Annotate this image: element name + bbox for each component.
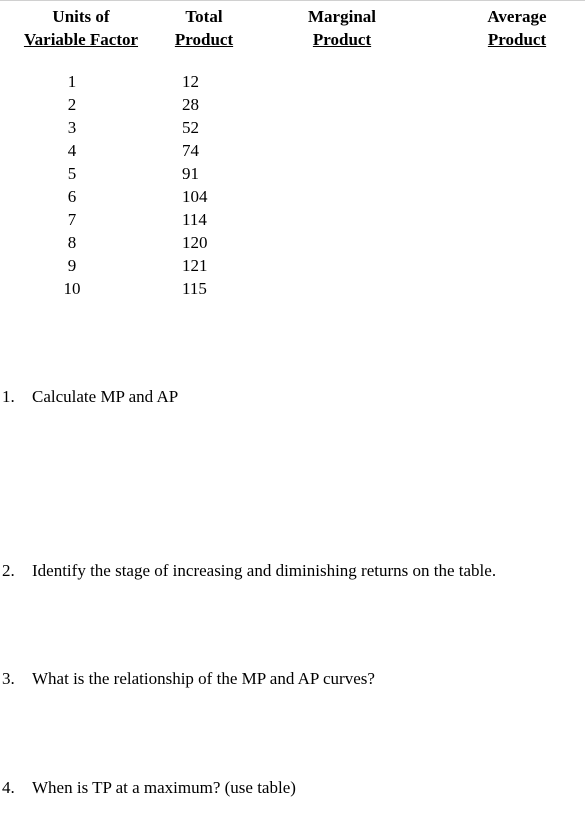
header-total-product xyxy=(168,5,240,51)
total-product-column xyxy=(182,70,232,300)
header-average-line2: Product xyxy=(487,30,547,49)
total-product-cell: 115 xyxy=(182,279,207,298)
units-cell: 3 xyxy=(67,118,77,137)
total-product-cell: 74 xyxy=(182,141,199,160)
total-product-cell: 12 xyxy=(182,72,199,91)
units-cell: 4 xyxy=(67,141,77,160)
units-cell: 2 xyxy=(67,95,77,114)
units-column xyxy=(52,70,92,300)
top-rule xyxy=(0,0,585,1)
total-product-cell: 28 xyxy=(182,95,199,114)
total-product-cell: 114 xyxy=(182,210,207,229)
question-text: What is the relationship of the MP and AP curves? xyxy=(32,669,375,688)
header-units-line2: Variable Factor xyxy=(23,30,139,49)
total-product-cell: 121 xyxy=(182,256,208,275)
header-average-product xyxy=(478,5,556,51)
header-total-line1: Total xyxy=(185,7,223,26)
units-cell: 7 xyxy=(67,210,77,229)
question-number: 1. xyxy=(2,387,15,406)
units-cell: 5 xyxy=(67,164,77,183)
units-cell: 10 xyxy=(63,279,81,298)
question-4 xyxy=(2,777,296,799)
units-cell: 9 xyxy=(67,256,77,275)
question-text: When is TP at a maximum? (use table) xyxy=(32,778,296,797)
header-marginal-line2: Product xyxy=(312,30,372,49)
question-number: 2. xyxy=(2,561,15,580)
question-text: Identify the stage of increasing and diminishing returns on the table. xyxy=(32,561,497,580)
header-units-line1: Units of xyxy=(52,7,110,26)
total-product-cell: 91 xyxy=(182,164,199,183)
question-1 xyxy=(2,386,178,408)
total-product-cell: 120 xyxy=(182,233,208,252)
units-cell: 6 xyxy=(67,187,77,206)
header-total-line2: Product xyxy=(174,30,234,49)
question-number: 3. xyxy=(2,669,15,688)
question-text: Calculate MP and AP xyxy=(32,387,179,406)
header-units-of-variable-factor xyxy=(8,5,154,51)
units-cell: 8 xyxy=(67,233,77,252)
header-marginal-product xyxy=(300,5,384,51)
header-marginal-line1: Marginal xyxy=(308,7,376,26)
units-cell: 1 xyxy=(67,72,77,91)
question-number: 4. xyxy=(2,778,15,797)
header-average-line1: Average xyxy=(487,7,547,26)
question-3 xyxy=(2,668,375,690)
total-product-cell: 104 xyxy=(182,187,208,206)
question-2 xyxy=(2,560,496,582)
total-product-cell: 52 xyxy=(182,118,199,137)
